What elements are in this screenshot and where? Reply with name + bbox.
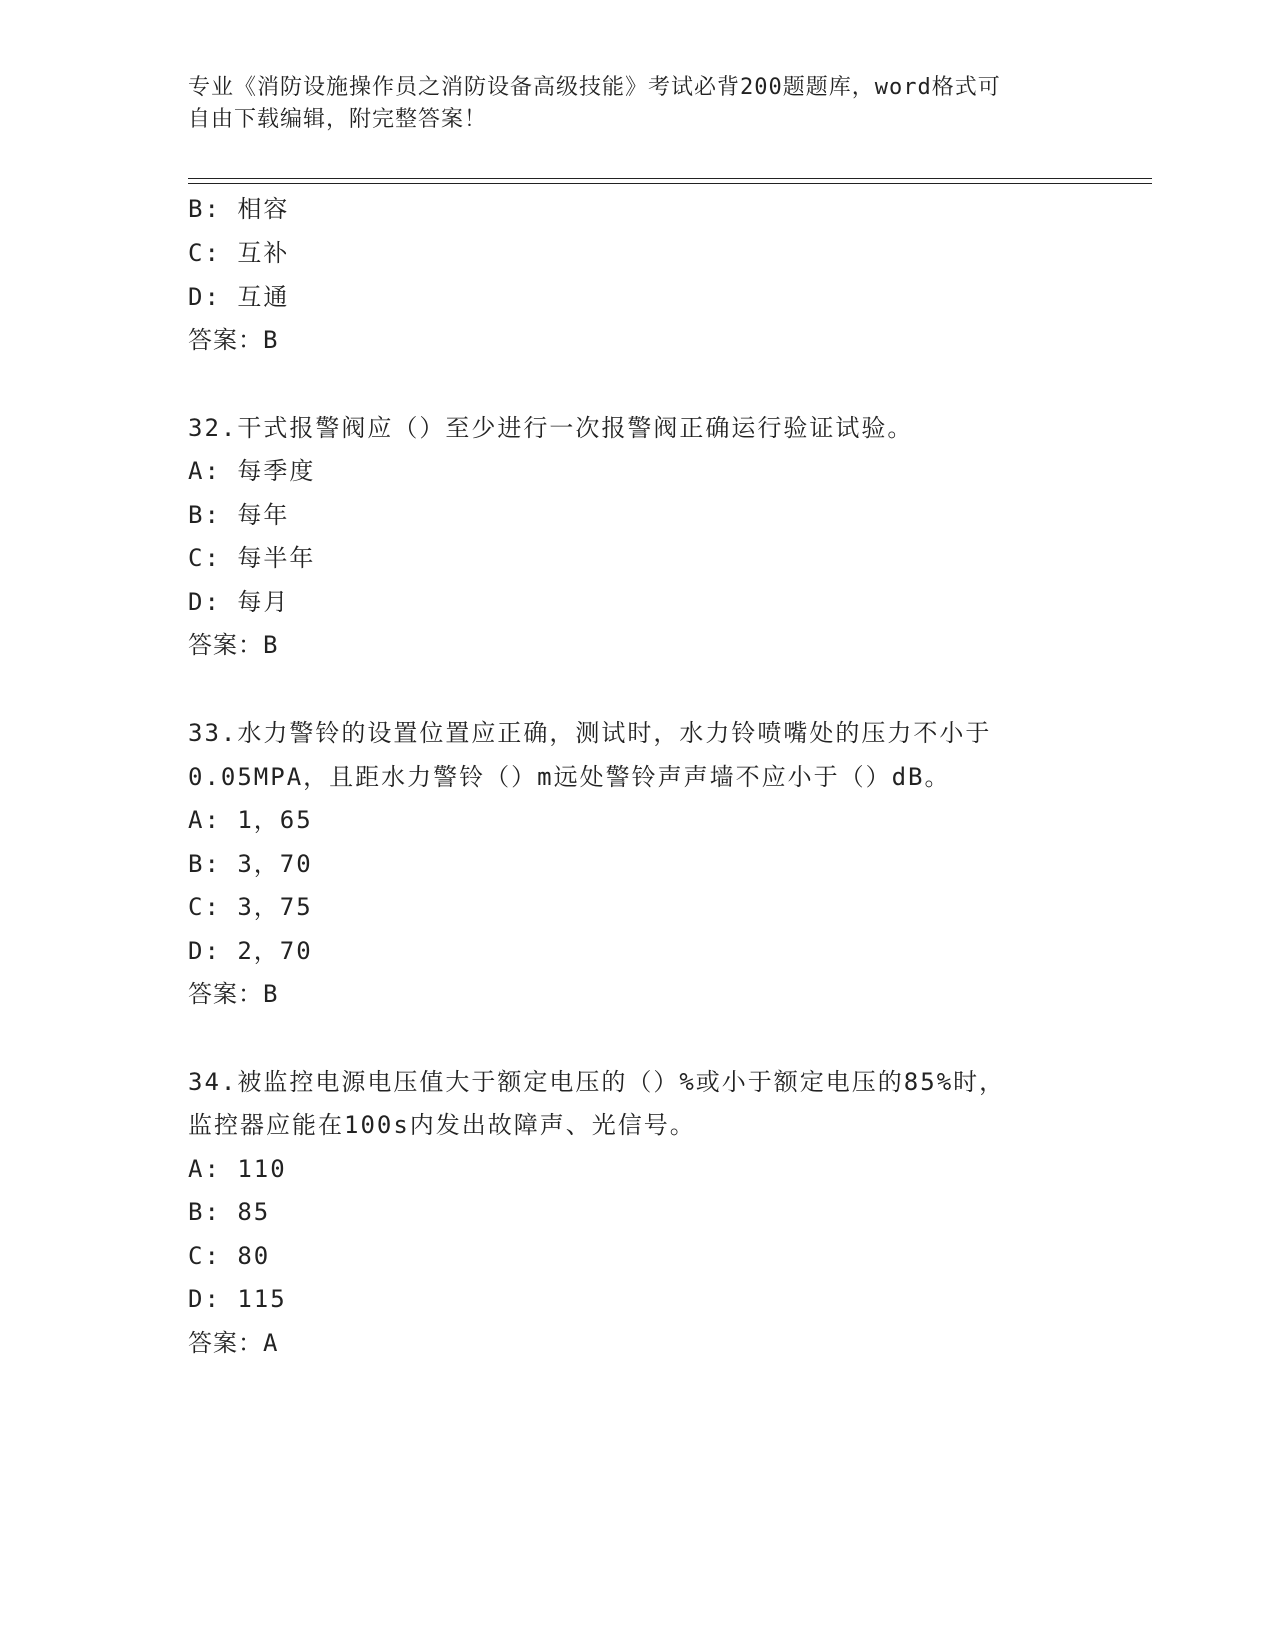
option-d: D: 互通 [188, 283, 290, 311]
option-c: C: 互补 [188, 239, 290, 267]
answer: 答案：B [188, 631, 279, 659]
answer: 答案：A [188, 1329, 279, 1357]
option-a: A: 每季度 [188, 457, 316, 485]
answer: 答案：B [188, 980, 279, 1008]
header-divider-bottom [188, 183, 1152, 184]
option-c: C: 80 [188, 1242, 271, 1270]
option-b: B: 每年 [188, 501, 290, 529]
option-d: D: 2，70 [188, 937, 313, 965]
option-a: A: 1，65 [188, 806, 313, 834]
header-line-2: 自由下载编辑，附完整答案！ [188, 107, 488, 132]
document-header [188, 72, 1088, 136]
question-33-stem-line-2: 0.05MPA，且距水力警铃（）m远处警铃声声墙不应小于（）dB。 [188, 763, 951, 791]
answer: 答案：B [188, 326, 279, 354]
option-a: A: 110 [188, 1155, 287, 1183]
header-divider-top [188, 178, 1152, 179]
option-d: D: 每月 [188, 588, 290, 616]
question-33-stem-line-1: 33.水力警铃的设置位置应正确，测试时，水力铃喷嘴处的压力不小于 [188, 719, 992, 747]
question-32-stem: 32.干式报警阀应（）至少进行一次报警阀正确运行验证试验。 [188, 414, 914, 442]
option-d: D: 115 [188, 1285, 287, 1313]
option-b: B: 85 [188, 1198, 271, 1226]
option-b: B: 3，70 [188, 850, 313, 878]
header-line-1: 专业《消防设施操作员之消防设备高级技能》考试必背200题题库，word格式可 [188, 75, 1001, 100]
option-c: C: 每半年 [188, 544, 316, 572]
question-34-stem-line-2: 监控器应能在100s内发出故障声、光信号。 [188, 1111, 696, 1139]
option-b: B: 相容 [188, 195, 290, 223]
option-c: C: 3，75 [188, 893, 313, 921]
question-34-stem-line-1: 34.被监控电源电压值大于额定电压的（）%或小于额定电压的85%时， [188, 1068, 1006, 1096]
